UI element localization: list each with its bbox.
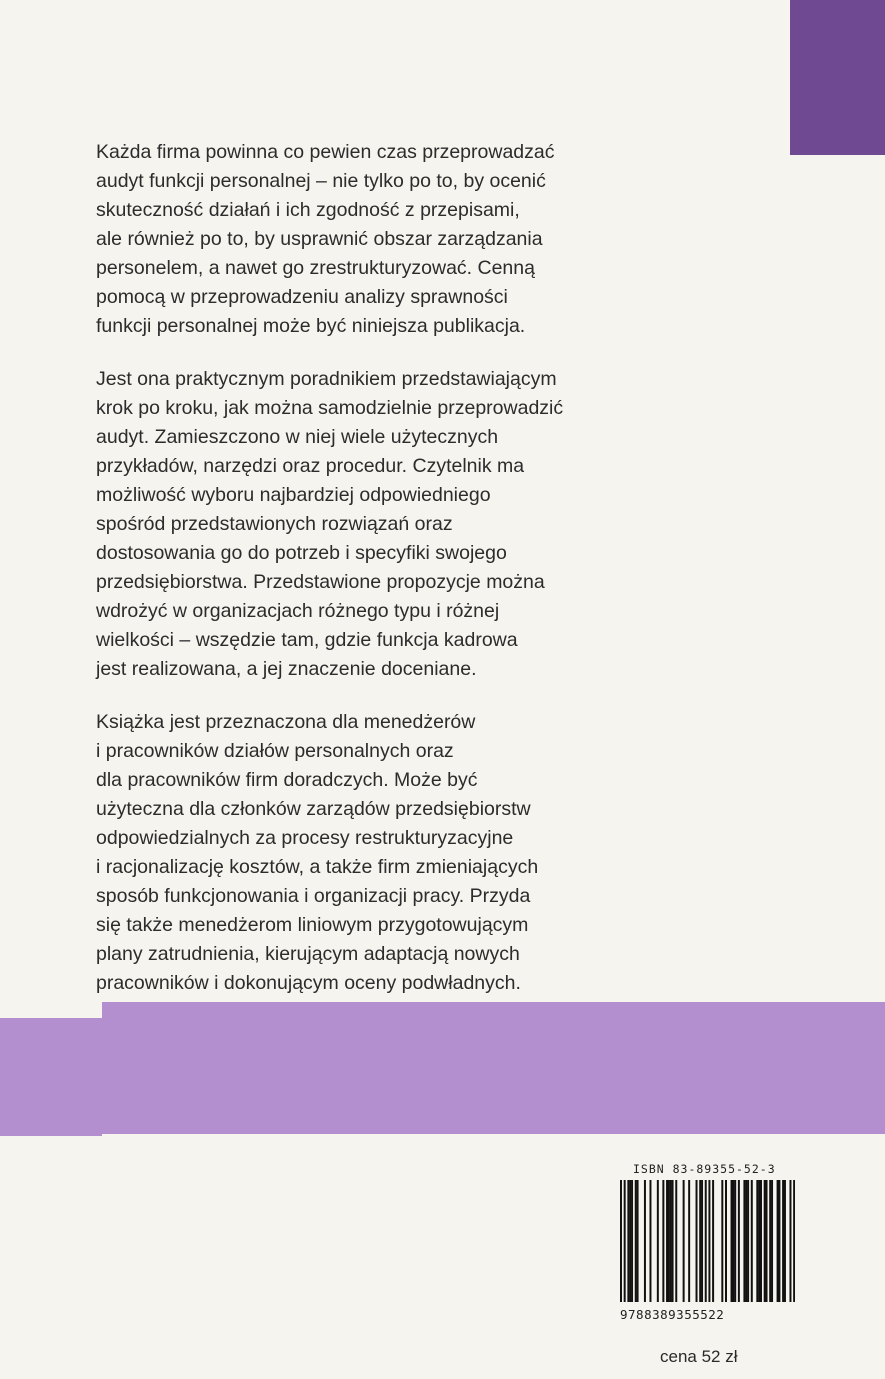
text-line: funkcji personalnej może być niniejsza publikacja.	[96, 315, 526, 337]
barcode-bar	[699, 1180, 701, 1302]
barcode-bar	[732, 1180, 734, 1302]
text-line: audyt funkcji personalnej – nie tylko po to, by ocenić	[96, 170, 546, 192]
text-line: skuteczność działań i ich zgodność z przepisami,	[96, 199, 520, 221]
text-line: i racjonalizację kosztów, a także firm zmieniających	[96, 856, 539, 878]
barcode-graphic	[620, 1180, 795, 1302]
barcode-bar	[683, 1180, 685, 1302]
barcode-bar	[627, 1180, 629, 1302]
barcode-bar	[758, 1180, 760, 1302]
barcode-bar	[712, 1180, 714, 1302]
text-line: odpowiedzialnych za procesy restrukturyzacyjne	[96, 827, 514, 849]
barcode-bar	[631, 1180, 633, 1302]
barcode-bar	[760, 1180, 762, 1302]
barcode	[620, 1180, 795, 1302]
barcode-bar	[731, 1180, 733, 1302]
barcode-bar	[657, 1180, 659, 1302]
barcode-bar	[743, 1180, 745, 1302]
paragraph-1	[96, 138, 576, 341]
text-line: plany zatrudnienia, kierującym adaptacją nowych	[96, 943, 520, 965]
back-cover-text	[96, 138, 576, 1022]
text-line: możliwość wyboru najbardziej odpowiedniego	[96, 484, 491, 506]
barcode-bar	[725, 1180, 727, 1302]
barcode-bar	[705, 1180, 707, 1302]
barcode-bar	[777, 1180, 779, 1302]
barcode-bar	[782, 1180, 784, 1302]
barcode-bar	[637, 1180, 639, 1302]
text-line: ale również po to, by usprawnić obszar zarządzania	[96, 228, 543, 250]
barcode-bar	[734, 1180, 736, 1302]
barcode-bar	[771, 1180, 773, 1302]
top-accent-block	[790, 0, 885, 155]
isbn-label: ISBN 83-89355-52-3	[633, 1162, 776, 1176]
text-line: krok po kroku, jak można samodzielnie przeprowadzić	[96, 397, 564, 419]
paragraph-2	[96, 365, 576, 684]
barcode-bar	[649, 1180, 651, 1302]
barcode-bar	[793, 1180, 795, 1302]
text-line: dostosowania go do potrzeb i specyfiki swojego	[96, 542, 507, 564]
barcode-bar	[620, 1180, 622, 1302]
barcode-bar	[666, 1180, 668, 1302]
barcode-bar	[670, 1180, 672, 1302]
barcode-bar	[784, 1180, 786, 1302]
barcode-bar	[745, 1180, 747, 1302]
barcode-bar	[644, 1180, 646, 1302]
text-line: Jest ona praktycznym poradnikiem przedstawiającym	[96, 368, 557, 390]
barcode-bar	[635, 1180, 637, 1302]
text-line: wdrożyć w organizacjach różnego typu i różnej	[96, 600, 500, 622]
text-line: sposób funkcjonowania i organizacji pracy. Przyda	[96, 885, 531, 907]
text-line: dla pracowników firm doradczych. Może być	[96, 769, 478, 791]
barcode-bar	[778, 1180, 780, 1302]
text-line: audyt. Zamieszczono w niej wiele użytecznych	[96, 426, 499, 448]
accent-band-left	[0, 1018, 102, 1136]
barcode-bar	[789, 1180, 791, 1302]
barcode-bar	[675, 1180, 677, 1302]
text-line: przedsiębiorstwa. Przedstawione propozycje można	[96, 571, 545, 593]
text-line: użyteczna dla członków zarządów przedsiębiorstw	[96, 798, 531, 820]
barcode-bar	[756, 1180, 758, 1302]
barcode-bar	[769, 1180, 771, 1302]
text-line: jest realizowana, a jej znaczenie doceniane.	[96, 658, 477, 680]
barcode-bar	[721, 1180, 723, 1302]
text-line: przykładów, narzędzi oraz procedur. Czytelnik ma	[96, 455, 525, 477]
text-line: i pracowników działów personalnych oraz	[96, 740, 454, 762]
barcode-bar	[751, 1180, 753, 1302]
barcode-bar	[629, 1180, 631, 1302]
barcode-bar	[688, 1180, 690, 1302]
barcode-bar	[766, 1180, 768, 1302]
barcode-bar	[747, 1180, 749, 1302]
barcode-bar	[668, 1180, 670, 1302]
accent-band-right	[102, 1002, 885, 1134]
price-label: cena 52 zł	[660, 1347, 738, 1366]
text-line: spośród przedstawionych rozwiązań oraz	[96, 513, 453, 535]
text-line: pracowników i dokonującym oceny podwładnych.	[96, 972, 521, 994]
paragraph-3	[96, 708, 576, 998]
barcode-bar	[696, 1180, 698, 1302]
barcode-bar	[672, 1180, 674, 1302]
text-line: Książka jest przeznaczona dla menedżerów	[96, 711, 476, 733]
barcode-bar	[624, 1180, 626, 1302]
barcode-bar	[708, 1180, 710, 1302]
text-line: personelem, a nawet go zrestrukturyzować. Cenną	[96, 257, 535, 279]
text-line: się także menedżerom liniowym przygotowującym	[96, 914, 529, 936]
text-line: wielkości – wszędzie tam, gdzie funkcja kadrowa	[96, 629, 518, 651]
barcode-bar	[662, 1180, 664, 1302]
text-line: pomocą w przeprowadzeniu analizy sprawności	[96, 286, 508, 308]
text-line: Każda firma powinna co pewien czas przeprowadzać	[96, 141, 555, 163]
barcode-digits: 9788389355522	[620, 1307, 725, 1322]
barcode-bar	[701, 1180, 703, 1302]
barcode-bar	[764, 1180, 766, 1302]
barcode-bar	[738, 1180, 740, 1302]
